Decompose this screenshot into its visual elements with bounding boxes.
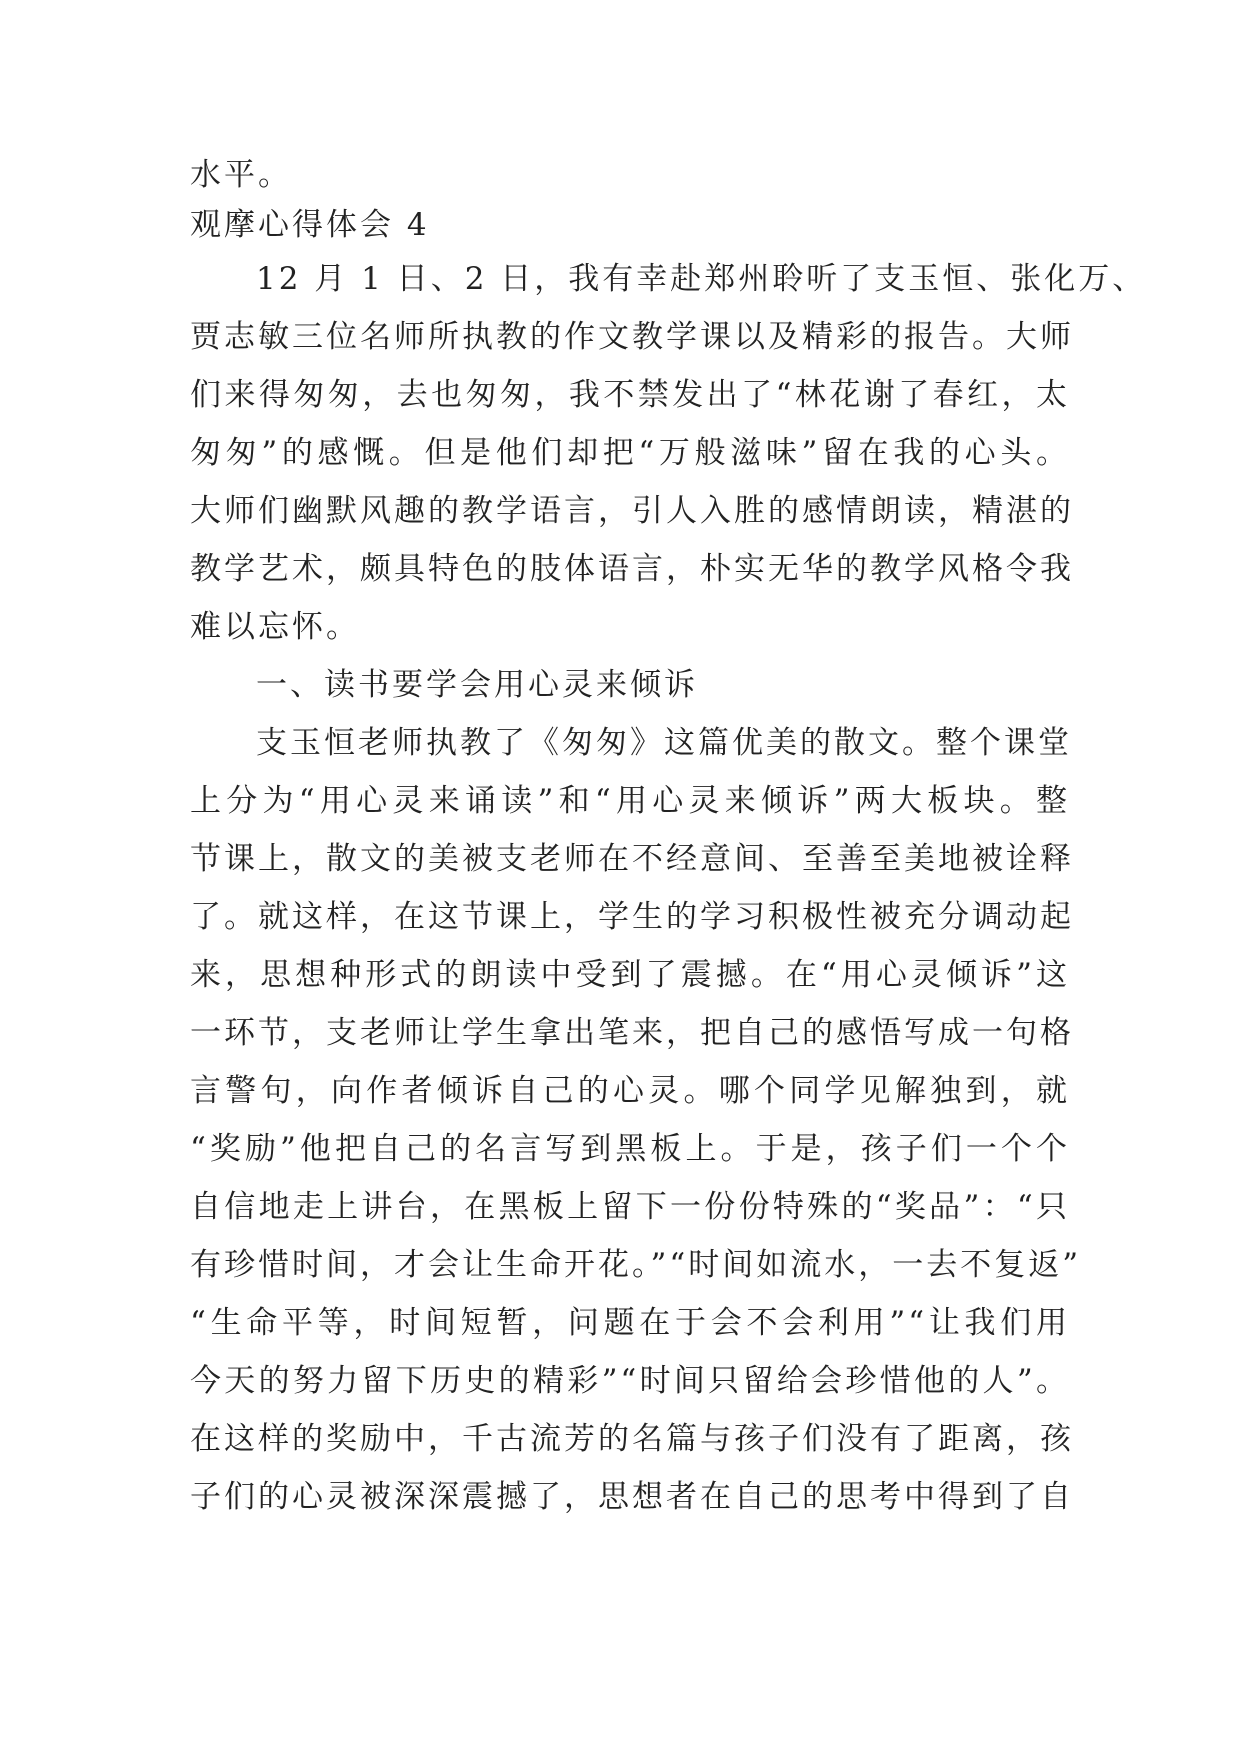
- paragraph-line: 自信地走上讲台，在黑板上留下一份份特殊的“奖品”：“只: [190, 1189, 1070, 1225]
- paragraph-line: 在这样的奖励中，千古流芳的名篇与孩子们没有了距离，孩: [190, 1421, 1074, 1457]
- paragraph-line: 们来得匆匆，去也匆匆，我不禁发出了“林花谢了春红，太: [190, 377, 1070, 413]
- paragraph-line: “生命平等，时间短暂，问题在于会不会利用”“让我们用: [190, 1305, 1070, 1341]
- paragraph-line: 来，思想种形式的朗读中受到了震撼。在“用心灵倾诉”这: [190, 957, 1070, 993]
- subsection-heading: 一、读书要学会用心灵来倾诉: [256, 667, 698, 703]
- paragraph-line: 言警句，向作者倾诉自己的心灵。哪个同学见解独到，就: [190, 1073, 1070, 1109]
- paragraph-line: 了。就这样，在这节课上，学生的学习积极性被充分调动起: [190, 899, 1074, 935]
- paragraph-line: 支玉恒老师执教了《匆匆》这篇优美的散文。整个课堂: [256, 725, 1072, 761]
- paragraph-line: 难以忘怀。: [190, 609, 360, 645]
- paragraph-line: 12 月 1 日、2 日，我有幸赴郑州聆听了支玉恒、张化万、: [256, 261, 1147, 297]
- paragraph-line: 大师们幽默风趣的教学语言，引人入胜的感情朗读，精湛的: [190, 493, 1074, 529]
- paragraph-line: 贾志敏三位名师所执教的作文教学课以及精彩的报告。大师: [190, 319, 1074, 355]
- paragraph-line: 上分为“用心灵来诵读”和“用心灵来倾诉”两大板块。整: [190, 783, 1070, 819]
- paragraph-end-line: 水平。: [190, 157, 292, 193]
- paragraph-line: 有珍惜时间，才会让生命开花。”“时间如流水，一去不复返”: [190, 1247, 1082, 1283]
- paragraph-line: 一环节，支老师让学生拿出笔来，把自己的感悟写成一句格: [190, 1015, 1074, 1051]
- section-heading: 观摩心得体会 4: [190, 207, 430, 243]
- paragraph-line: 今天的努力留下历史的精彩”“时间只留给会珍惜他的人”。: [190, 1363, 1070, 1399]
- paragraph-line: 匆匆”的感慨。但是他们却把“万般滋味”留在我的心头。: [190, 435, 1070, 471]
- paragraph-line: 子们的心灵被深深震撼了，思想者在自己的思考中得到了自: [190, 1479, 1074, 1515]
- paragraph-line: 节课上，散文的美被支老师在不经意间、至善至美地被诠释: [190, 841, 1074, 877]
- paragraph-line: “奖励”他把自己的名言写到黑板上。于是，孩子们一个个: [190, 1131, 1070, 1167]
- paragraph-line: 教学艺术，颇具特色的肢体语言，朴实无华的教学风格令我: [190, 551, 1074, 587]
- document-page: [190, 150, 1147, 1526]
